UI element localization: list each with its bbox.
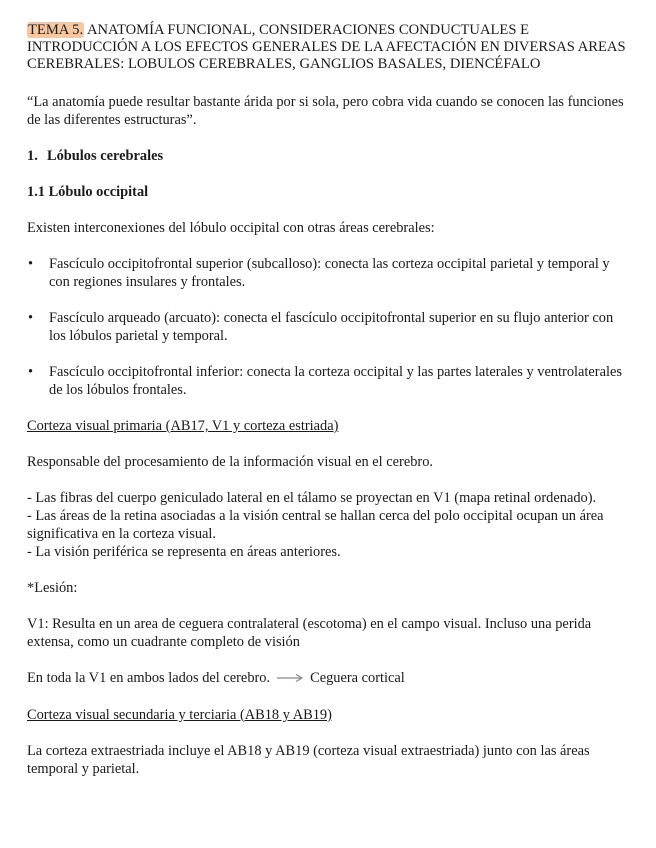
intro-quote: “La anatomía puede resultar bastante árida por si sola, pero cobra vida cuando se conocen las funciones de las diferentes estructuras”. (27, 94, 624, 128)
v1-lesion-text: V1: Resulta en un area de ceguera contralateral (escotoma) en el campo visual. Incluso una perida extensa, como un cuadrante completo de visión (27, 616, 592, 650)
title-text: ANATOMÍA FUNCIONAL, CONSIDERACIONES CONDUCTUALES E INTRODUCCIÓN A LOS EFECTOS GENERALES DE LA AFECTACIÓN EN DIVERSAS AREAS CEREBRALES: LOBULOS CEREBRALES, GANGLIOS BASALES, DIENCÉFALO (27, 22, 626, 72)
primary-cortex-points (27, 489, 626, 561)
section-number: 1. (27, 148, 38, 164)
bilateral-result: Ceguera cortical (310, 670, 405, 686)
section-heading-1 (27, 147, 626, 165)
right-arrow-icon (276, 670, 304, 688)
list-item: • Fascículo occipitofrontal inferior: conecta la corteza occipital y las partes laterales y ventrolaterales de los lóbulos frontales. (27, 363, 626, 399)
subsection-heading-1-1: 1.1 Lóbulo occipital (27, 184, 149, 200)
fasciculi-list (27, 255, 626, 399)
point-line: - Las áreas de la retina asociadas a la visión central se hallan cerca del polo occipital ocupan un área significativa en la corteza visual. (27, 508, 604, 542)
primary-cortex-description: Responsable del procesamiento de la información visual en el cerebro. (27, 454, 433, 470)
secondary-cortex-heading: Corteza visual secundaria y terciaria (AB18 y AB19) (27, 706, 332, 723)
list-item: • Fascículo arqueado (arcuato): conecta el fascículo occipitofrontal superior en su flujo anterior con los lóbulos parietal y temporal. (27, 309, 626, 345)
interconnections-intro: Existen interconexiones del lóbulo occipital con otras áreas cerebrales: (27, 220, 435, 236)
point-line: - La visión periférica se representa en áreas anteriores. (27, 544, 341, 560)
secondary-cortex-description: La corteza extraestriada incluye el AB18 y AB19 (corteza visual extraestriada) junto con las áreas temporal y parietal. (27, 742, 590, 777)
bilateral-text: En toda la V1 en ambos lados del cerebro. (27, 670, 271, 686)
title-highlight: TEMA 5. (28, 22, 84, 38)
document-title (27, 22, 626, 73)
primary-cortex-heading: Corteza visual primaria (AB17, V1 y corteza estriada) (27, 418, 339, 434)
lesion-label: *Lesión: (27, 580, 78, 596)
bilateral-lesion-line (27, 669, 626, 688)
point-line: - Las fibras del cuerpo geniculado lateral en el tálamo se proyectan en V1 (mapa retinal ordenado). (27, 490, 597, 506)
section-label: Lóbulos cerebrales (47, 148, 164, 164)
list-item: • Fascículo occipitofrontal superior (subcalloso): conecta las corteza occipital parietal y temporal y con regiones insulares y frontales. (27, 255, 626, 291)
